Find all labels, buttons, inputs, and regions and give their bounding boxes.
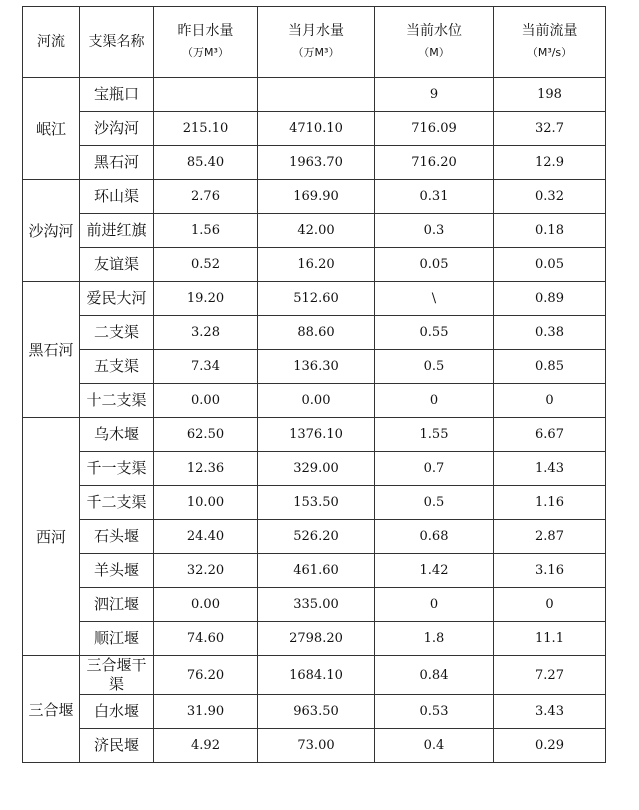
month-value-cell: 329.00 — [258, 452, 375, 486]
yesterday-value-cell: 24.40 — [154, 520, 258, 554]
flow-value-cell: 0.29 — [494, 729, 606, 763]
canal-name-cell: 千一支渠 — [80, 452, 154, 486]
table-row — [23, 384, 606, 418]
yesterday-value-cell: 4.92 — [154, 729, 258, 763]
canal-name-cell: 沙沟河 — [80, 112, 154, 146]
canal-name-cell: 乌木堰 — [80, 418, 154, 452]
yesterday-value-cell: 215.10 — [154, 112, 258, 146]
month-value-cell: 335.00 — [258, 588, 375, 622]
canal-name-cell: 石头堰 — [80, 520, 154, 554]
river-name-cell: 西河 — [23, 418, 80, 656]
level-value-cell: 0.84 — [375, 656, 494, 695]
flow-value-cell: 0.89 — [494, 282, 606, 316]
flow-value-cell: 6.67 — [494, 418, 606, 452]
header-yesterday-unit: （万M³） — [182, 46, 229, 59]
flow-value-cell: 0 — [494, 588, 606, 622]
header-canal: 支渠名称 — [80, 7, 154, 78]
level-value-cell: 0.5 — [375, 486, 494, 520]
flow-value-cell: 0.85 — [494, 350, 606, 384]
canal-name-cell: 泗江堰 — [80, 588, 154, 622]
yesterday-value-cell: 32.20 — [154, 554, 258, 588]
table-row — [23, 486, 606, 520]
header-flow-label: 当前流量 — [521, 23, 578, 39]
yesterday-value-cell: 7.34 — [154, 350, 258, 384]
river-name-cell: 黑石河 — [23, 282, 80, 418]
level-value-cell: 1.42 — [375, 554, 494, 588]
flow-value-cell: 11.1 — [494, 622, 606, 656]
yesterday-value-cell: 10.00 — [154, 486, 258, 520]
table-row — [23, 316, 606, 350]
month-value-cell: 42.00 — [258, 214, 375, 248]
yesterday-value-cell: 74.60 — [154, 622, 258, 656]
table-row — [23, 588, 606, 622]
month-value-cell: 963.50 — [258, 695, 375, 729]
flow-value-cell: 7.27 — [494, 656, 606, 695]
canal-name-cell: 宝瓶口 — [80, 78, 154, 112]
header-level-label: 当前水位 — [406, 23, 462, 39]
flow-value-cell: 1.43 — [494, 452, 606, 486]
canal-name-cell: 前进红旗 — [80, 214, 154, 248]
canal-name-cell: 二支渠 — [80, 316, 154, 350]
level-value-cell: 716.20 — [375, 146, 494, 180]
table-row — [23, 248, 606, 282]
yesterday-value-cell: 1.56 — [154, 214, 258, 248]
table-row — [23, 418, 606, 452]
table-row — [23, 520, 606, 554]
flow-value-cell: 0.05 — [494, 248, 606, 282]
month-value-cell: 153.50 — [258, 486, 375, 520]
month-value-cell: 1376.10 — [258, 418, 375, 452]
level-value-cell: 0 — [375, 588, 494, 622]
canal-name-cell: 环山渠 — [80, 180, 154, 214]
level-value-cell: 1.8 — [375, 622, 494, 656]
header-level-unit: （M） — [418, 46, 450, 59]
month-value-cell: 88.60 — [258, 316, 375, 350]
canal-name-cell: 友谊渠 — [80, 248, 154, 282]
flow-value-cell: 0.32 — [494, 180, 606, 214]
canal-name-cell: 羊头堰 — [80, 554, 154, 588]
header-yesterday-label: 昨日水量 — [177, 23, 234, 39]
month-value-cell: 4710.10 — [258, 112, 375, 146]
table-row — [23, 350, 606, 384]
yesterday-value-cell: 19.20 — [154, 282, 258, 316]
yesterday-value-cell — [154, 78, 258, 112]
river-name-cell: 三合堰 — [23, 656, 80, 763]
canal-name-cell: 白水堰 — [80, 695, 154, 729]
level-value-cell: 0.05 — [375, 248, 494, 282]
flow-value-cell: 2.87 — [494, 520, 606, 554]
month-value-cell: 73.00 — [258, 729, 375, 763]
flow-value-cell: 32.7 — [494, 112, 606, 146]
table-row — [23, 78, 606, 112]
header-level — [375, 7, 494, 78]
level-value-cell: 0.3 — [375, 214, 494, 248]
level-value-cell: 0.4 — [375, 729, 494, 763]
month-value-cell: 526.20 — [258, 520, 375, 554]
water-data-table — [22, 6, 606, 763]
canal-name-cell: 三合堰干渠 — [80, 656, 154, 695]
level-value-cell: 0.53 — [375, 695, 494, 729]
level-value-cell: 0.68 — [375, 520, 494, 554]
river-name-cell: 沙沟河 — [23, 180, 80, 282]
canal-name-cell: 黑石河 — [80, 146, 154, 180]
canal-name-cell: 十二支渠 — [80, 384, 154, 418]
header-flow-unit: （M³/s） — [526, 46, 573, 59]
flow-value-cell: 198 — [494, 78, 606, 112]
flow-value-cell: 0.18 — [494, 214, 606, 248]
table-row — [23, 729, 606, 763]
header-row — [23, 7, 606, 78]
level-value-cell: 0.55 — [375, 316, 494, 350]
table-body — [23, 78, 606, 763]
level-value-cell: 0 — [375, 384, 494, 418]
header-flow — [494, 7, 606, 78]
canal-name-cell: 爱民大河 — [80, 282, 154, 316]
table-row — [23, 622, 606, 656]
flow-value-cell: 1.16 — [494, 486, 606, 520]
table-row — [23, 656, 606, 695]
month-value-cell: 0.00 — [258, 384, 375, 418]
month-value-cell: 512.60 — [258, 282, 375, 316]
flow-value-cell: 12.9 — [494, 146, 606, 180]
header-month-unit: （万M³） — [292, 46, 340, 59]
canal-name-cell: 济民堰 — [80, 729, 154, 763]
canal-name-cell: 顺江堰 — [80, 622, 154, 656]
river-name-cell: 岷江 — [23, 78, 80, 180]
month-value-cell — [258, 78, 375, 112]
yesterday-value-cell: 85.40 — [154, 146, 258, 180]
level-value-cell: 0.5 — [375, 350, 494, 384]
month-value-cell: 136.30 — [258, 350, 375, 384]
canal-name-cell: 千二支渠 — [80, 486, 154, 520]
level-value-cell: \ — [375, 282, 494, 316]
month-value-cell: 461.60 — [258, 554, 375, 588]
yesterday-value-cell: 0.00 — [154, 588, 258, 622]
header-month-label: 当月水量 — [288, 23, 344, 39]
yesterday-value-cell: 62.50 — [154, 418, 258, 452]
table-row — [23, 180, 606, 214]
month-value-cell: 16.20 — [258, 248, 375, 282]
yesterday-value-cell: 12.36 — [154, 452, 258, 486]
yesterday-value-cell: 76.20 — [154, 656, 258, 695]
yesterday-value-cell: 0.00 — [154, 384, 258, 418]
month-value-cell: 169.90 — [258, 180, 375, 214]
month-value-cell: 2798.20 — [258, 622, 375, 656]
table-row — [23, 282, 606, 316]
level-value-cell: 0.31 — [375, 180, 494, 214]
yesterday-value-cell: 2.76 — [154, 180, 258, 214]
yesterday-value-cell: 3.28 — [154, 316, 258, 350]
header-river: 河流 — [23, 7, 80, 78]
month-value-cell: 1963.70 — [258, 146, 375, 180]
level-value-cell: 9 — [375, 78, 494, 112]
level-value-cell: 0.7 — [375, 452, 494, 486]
header-month — [258, 7, 375, 78]
yesterday-value-cell: 31.90 — [154, 695, 258, 729]
level-value-cell: 716.09 — [375, 112, 494, 146]
level-value-cell: 1.55 — [375, 418, 494, 452]
table-row — [23, 452, 606, 486]
flow-value-cell: 3.43 — [494, 695, 606, 729]
flow-value-cell: 3.16 — [494, 554, 606, 588]
table-row — [23, 695, 606, 729]
yesterday-value-cell: 0.52 — [154, 248, 258, 282]
table-row — [23, 214, 606, 248]
header-yesterday — [154, 7, 258, 78]
table-row — [23, 146, 606, 180]
month-value-cell: 1684.10 — [258, 656, 375, 695]
flow-value-cell: 0.38 — [494, 316, 606, 350]
table-row — [23, 112, 606, 146]
canal-name-cell: 五支渠 — [80, 350, 154, 384]
flow-value-cell: 0 — [494, 384, 606, 418]
table-row — [23, 554, 606, 588]
